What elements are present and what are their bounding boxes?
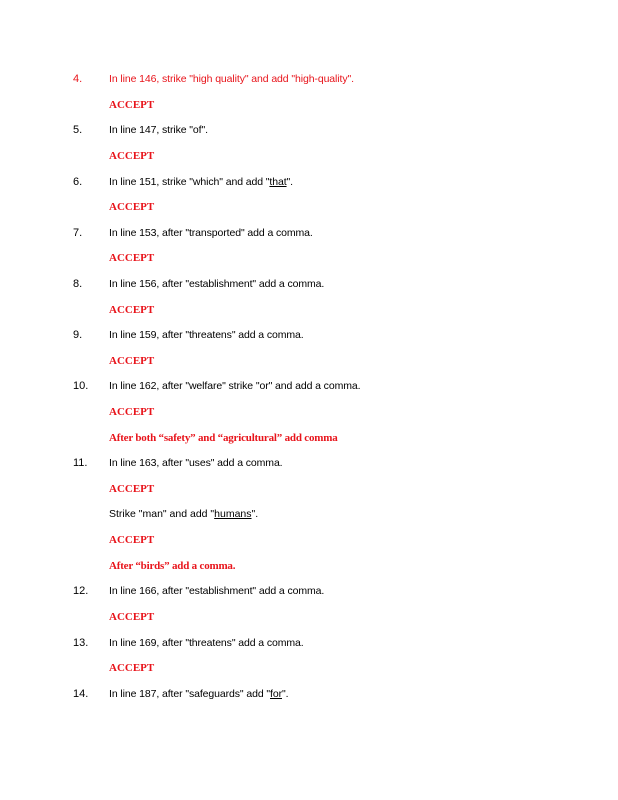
accept-label: ACCEPT xyxy=(109,611,155,623)
item-text: In line 163, after "uses" add a comma. xyxy=(109,457,283,469)
sub-amendment-text xyxy=(109,505,258,523)
item-text: In line 153, after "transported" add a comma. xyxy=(109,227,313,239)
accept-label: ACCEPT xyxy=(109,662,155,674)
amendment-note: After “birds” add a comma. xyxy=(109,560,236,572)
accept-label: ACCEPT xyxy=(109,201,155,213)
item-number: 4. xyxy=(73,73,83,85)
item-number: 14. xyxy=(73,688,89,700)
item-text xyxy=(109,173,293,191)
sub-text-pre: Strike "man" and add " xyxy=(109,508,215,520)
item-text: In line 162, after "welfare" strike "or" and add a comma. xyxy=(109,380,361,392)
item-number: 7. xyxy=(73,227,83,239)
item-text xyxy=(109,685,288,703)
accept-label: ACCEPT xyxy=(109,534,155,546)
accept-label: ACCEPT xyxy=(109,252,155,264)
accept-label: ACCEPT xyxy=(109,150,155,162)
item-text: In line 169, after "threatens" add a comma. xyxy=(109,637,304,649)
item-text: In line 159, after "threatens" add a comma. xyxy=(109,329,304,341)
accept-label: ACCEPT xyxy=(109,355,155,367)
item-number: 8. xyxy=(73,278,83,290)
item-text-pre: In line 151, strike "which" and add " xyxy=(109,176,270,188)
item-text: In line 147, strike "of". xyxy=(109,124,208,136)
item-number: 12. xyxy=(73,585,89,597)
accept-label: ACCEPT xyxy=(109,483,155,495)
inserted-word: for xyxy=(270,688,282,700)
amendment-note: After both “safety” and “agricultural” add comma xyxy=(109,432,338,444)
item-text: In line 146, strike "high quality" and add "high-quality". xyxy=(109,73,354,85)
item-number: 6. xyxy=(73,176,83,188)
sub-text-post: ". xyxy=(251,508,259,520)
item-text: In line 166, after "establishment" add a comma. xyxy=(109,585,325,597)
inserted-word: humans xyxy=(214,508,252,520)
item-text-post: ". xyxy=(286,176,293,188)
item-number: 11. xyxy=(73,457,88,469)
item-number: 13. xyxy=(73,637,89,649)
item-number: 10. xyxy=(73,380,89,392)
accept-label: ACCEPT xyxy=(109,99,155,111)
inserted-word: that xyxy=(269,176,287,188)
item-text-post: ". xyxy=(281,688,289,700)
accept-label: ACCEPT xyxy=(109,406,155,418)
item-number: 9. xyxy=(73,329,83,341)
item-text-pre: In line 187, after "safeguards" add " xyxy=(109,688,271,700)
item-number: 5. xyxy=(73,124,83,136)
item-text: In line 156, after "establishment" add a comma. xyxy=(109,278,325,290)
accept-label: ACCEPT xyxy=(109,304,155,316)
